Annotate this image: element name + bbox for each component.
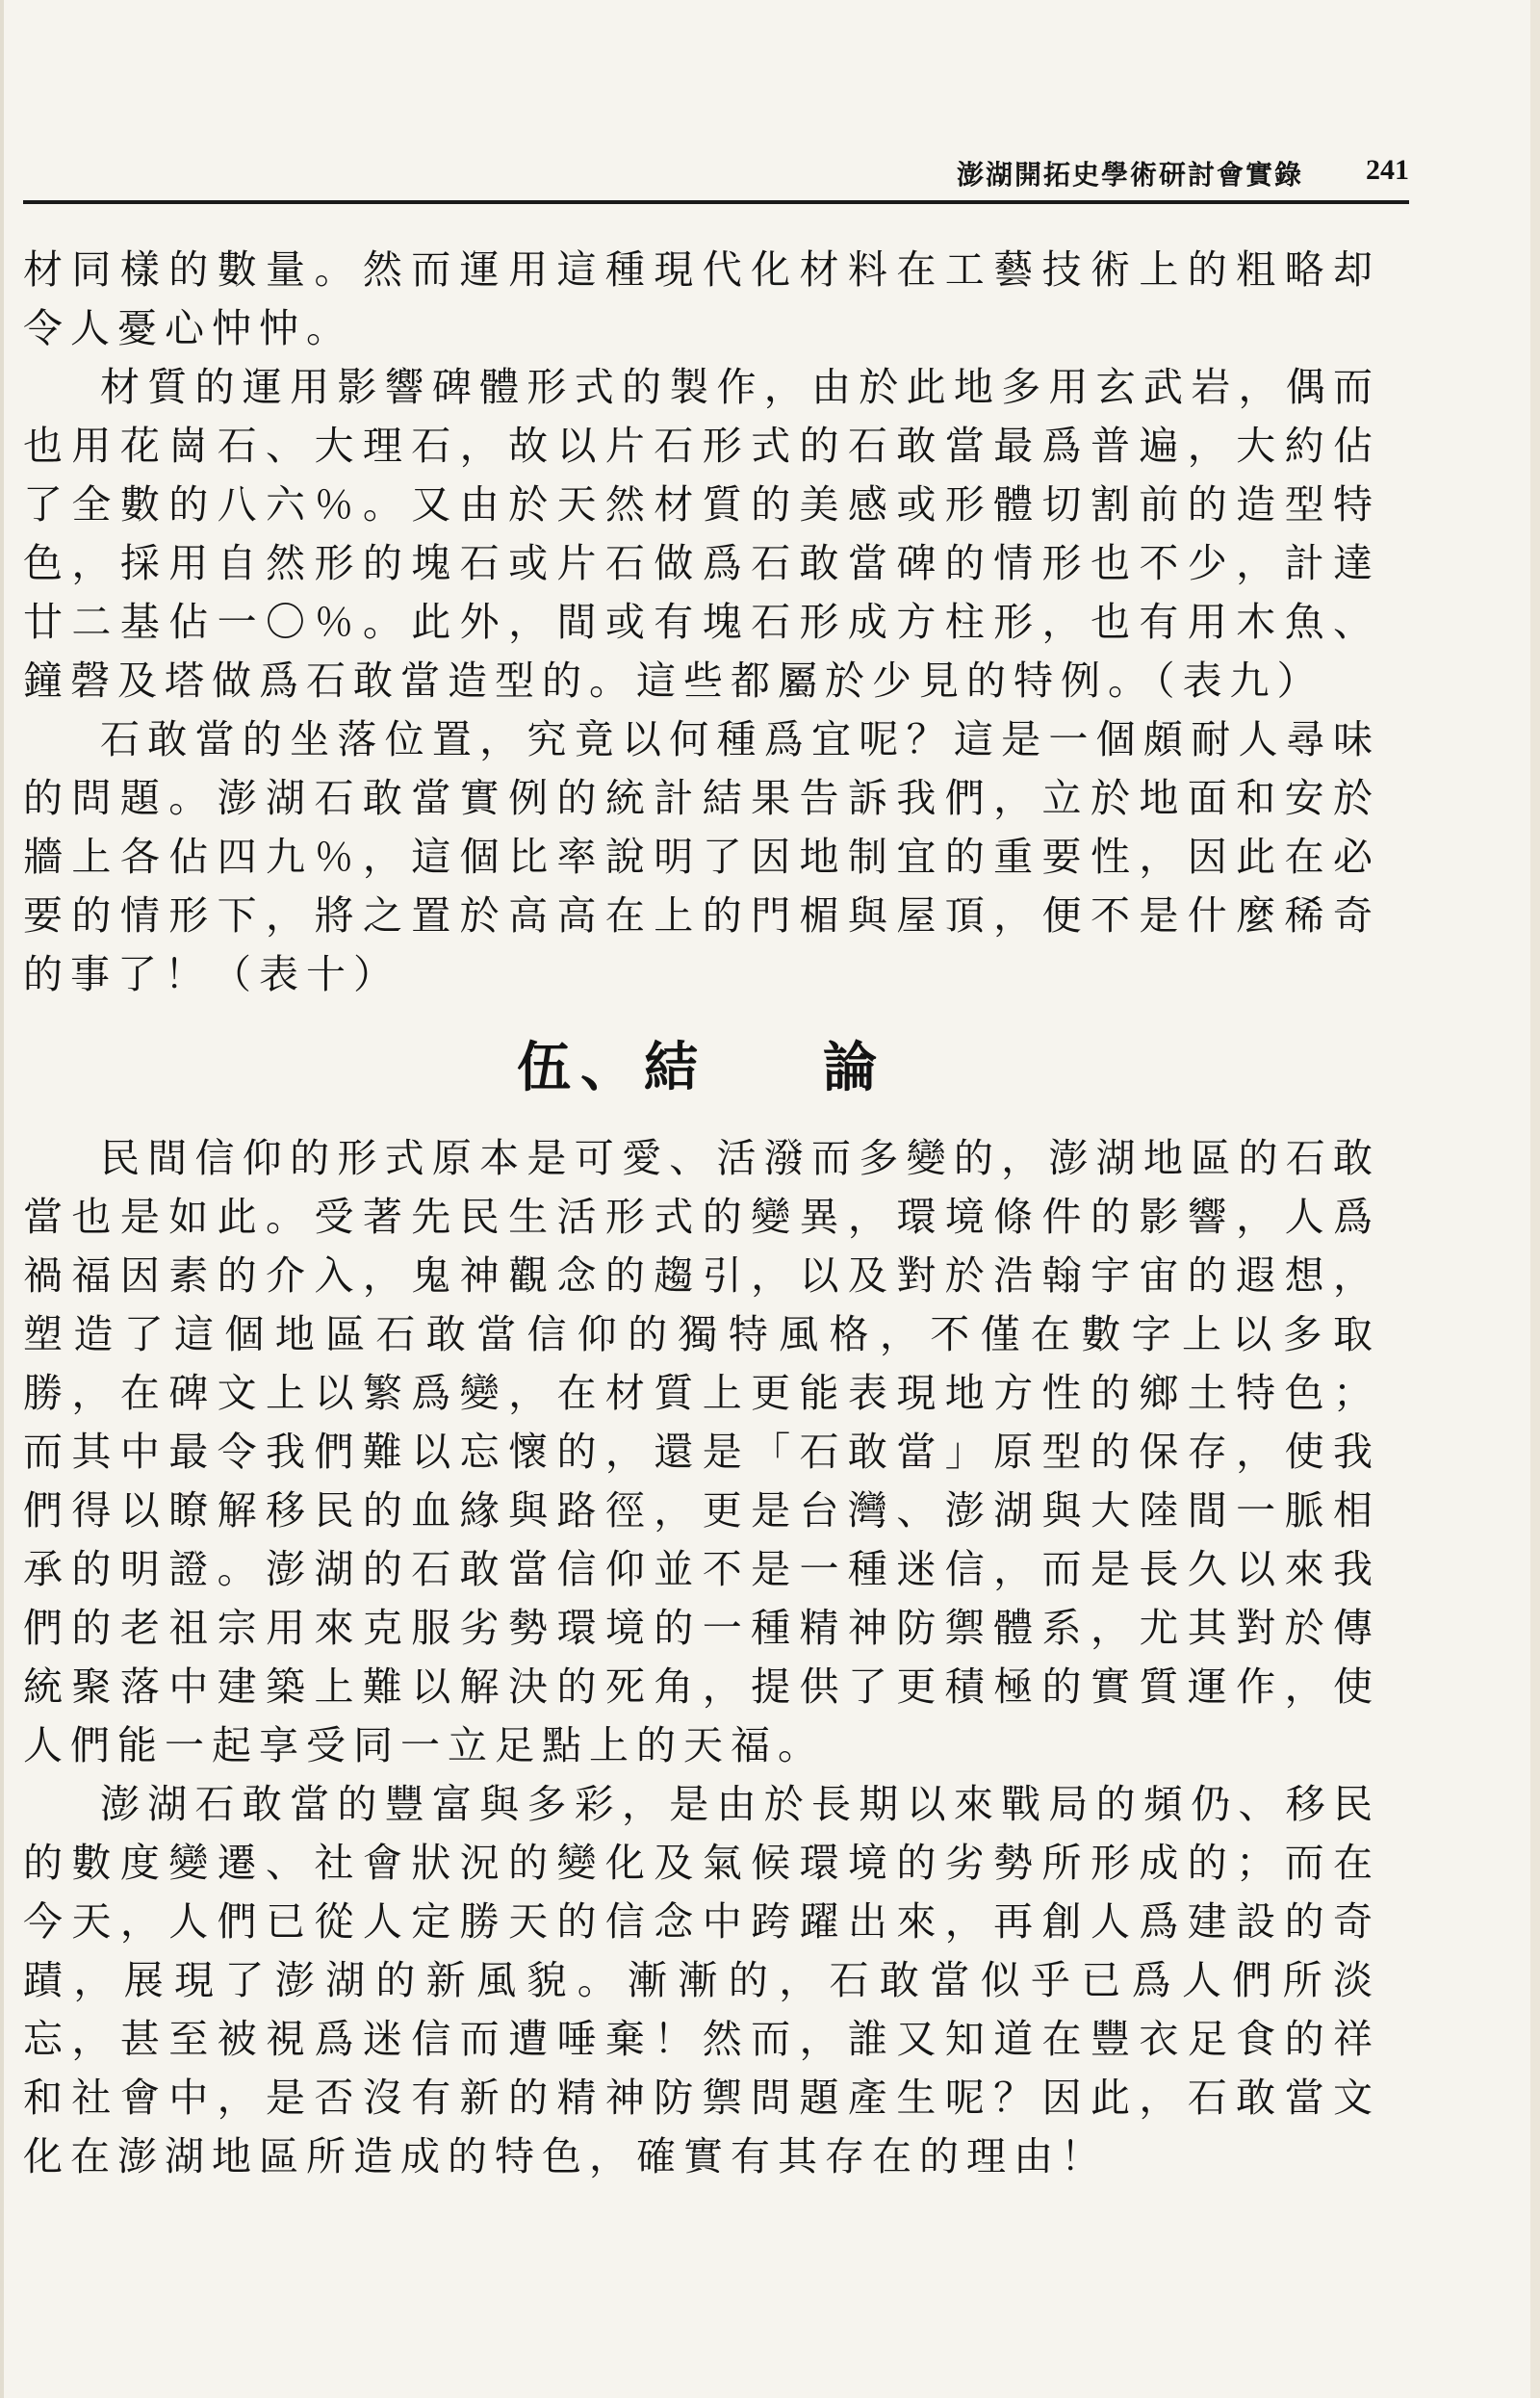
paragraph-2: 材質的運用影響碑體形式的製作，由於此地多用玄武岩，偶而也用花崗石、大理石，故以片石形式的石敢當最爲普遍，大約佔了全數的八六％。又由於天然材質的美感或形體切割前的造型特色，採用自然形的塊石或片石做爲石敢當碑的情形也不少，計達廿二基佔一〇％。此外，間或有塊石形成方柱形，也有用木魚、鐘磬及塔做爲石敢當造型的。這些都屬於少見的特例。（表九）	[23, 364, 1380, 704]
paragraph-3: 石敢當的坐落位置，究竟以何種爲宜呢？這是一個頗耐人尋味的問題。澎湖石敢當實例的統計結果告訴我們，立於地面和安於牆上各佔四九％，這個比率說明了因地制宜的重要性，因此在必要的情形下，將之置於高高在上的門楣與屋頂，便不是什麼稀奇的事了！（表十）	[23, 716, 1380, 997]
paragraph-1: 材同樣的數量。然而運用這種現代化材料在工藝技術上的粗略却令人憂心忡忡。	[23, 246, 1380, 351]
section-heading	[23, 1025, 1380, 1112]
page-body	[23, 241, 1380, 2186]
running-header	[23, 152, 1409, 204]
page-number: 241	[1366, 154, 1409, 186]
section-title-part-1: 結	[644, 1037, 707, 1099]
book-title: 澎湖開拓史學術研討會實錄	[956, 159, 1303, 191]
paragraph-5: 澎湖石敢當的豐富與多彩，是由於長期以來戰局的頻仍、移民的數度變遷、社會狀況的變化及氣候環境的劣勢所形成的；而在今天，人們已從人定勝天的信念中跨躍出來，再創人爲建設的奇蹟，展現了澎湖的新風貌。漸漸的，石敢當似乎已爲人們所淡忘，甚至被視爲迷信而遭唾棄！然而，誰又知道在豐衣足食的祥和社會中，是否沒有新的精神防禦問題產生呢？因此，石敢當文化在澎湖地區所造成的特色，確實有其存在的理由！	[23, 1781, 1380, 2179]
section-number: 伍、	[517, 1037, 644, 1099]
section-title-part-2: 論	[823, 1037, 886, 1099]
paragraph-4: 民間信仰的形式原本是可愛、活潑而多變的，澎湖地區的石敢當也是如此。受著先民生活形式的變異，環境條件的影響，人爲禍福因素的介入，鬼神觀念的趨引，以及對於浩翰宇宙的遐想，塑造了這個地區石敢當信仰的獨特風格，不僅在數字上以多取勝，在碑文上以繁爲變，在材質上更能表現地方性的鄉土特色；而其中最令我們難以忘懷的，還是「石敢當」原型的保存，使我們得以瞭解移民的血緣與路徑，更是台灣、澎湖與大陸間一脈相承的明證。澎湖的石敢當信仰並不是一種迷信，而是長久以來我們的老祖宗用來克服劣勢環境的一種精神防禦體系，尤其對於傳統聚落中建築上難以解決的死角，提供了更積極的實質運作，使人們能一起享受同一立足點上的天福。	[23, 1135, 1380, 1768]
